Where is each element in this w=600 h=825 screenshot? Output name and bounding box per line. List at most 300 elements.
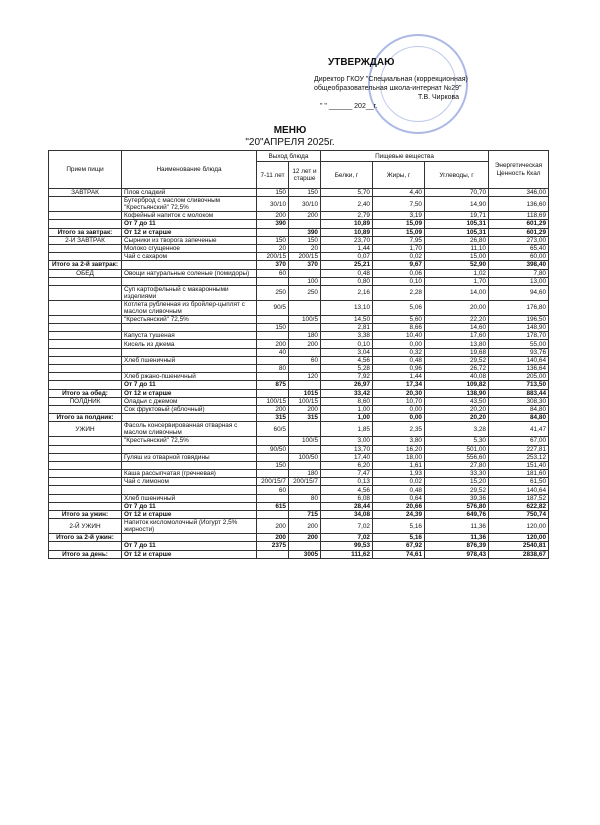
dish-cell: Фасоль консервированная отварная с маслом сливочным: [122, 422, 257, 437]
energy-cell: 178,70: [489, 332, 549, 340]
carbs-cell: 17,60: [425, 332, 489, 340]
protein-cell: 5,70: [321, 189, 373, 197]
meal-cell: [49, 277, 122, 285]
dish-cell: От 7 до 11: [122, 220, 257, 228]
protein-cell: 6,08: [321, 494, 373, 502]
fat-cell: 5,06: [373, 300, 425, 315]
fat-cell: 0,00: [373, 340, 425, 348]
yield-7-11-cell: [257, 550, 289, 558]
yield-12-cell: 120: [289, 373, 321, 381]
carbs-cell: 19,68: [425, 348, 489, 356]
dish-cell: [122, 486, 257, 494]
col-age-12: 12 лет и старше: [289, 162, 321, 189]
energy-cell: 273,00: [489, 236, 549, 244]
dish-cell: От 12 и старше: [122, 511, 257, 519]
dish-cell: Молоко сгущенное: [122, 244, 257, 252]
energy-cell: 148,90: [489, 324, 549, 332]
dish-cell: Гуляш из отварной говядины: [122, 453, 257, 461]
fat-cell: 15,09: [373, 228, 425, 236]
col-age-7-11: 7-11 лет: [257, 162, 289, 189]
table-row: [49, 332, 549, 340]
protein-cell: 0,07: [321, 253, 373, 261]
meal-cell: [49, 332, 122, 340]
table-row: [49, 461, 549, 469]
menu-table: [48, 150, 549, 559]
carbs-cell: 501,00: [425, 445, 489, 453]
fat-cell: 20,30: [373, 389, 425, 397]
yield-12-cell: [289, 422, 321, 437]
yield-12-cell: 30/10: [289, 197, 321, 212]
dish-cell: От 12 и старше: [122, 228, 257, 236]
total-row: [49, 220, 549, 228]
table-row: [49, 197, 549, 212]
protein-cell: 3,38: [321, 332, 373, 340]
carbs-cell: 576,80: [425, 502, 489, 510]
fat-cell: 16,20: [373, 445, 425, 453]
protein-cell: 2,16: [321, 285, 373, 300]
dish-cell: От 7 до 11: [122, 502, 257, 510]
table-row: [49, 478, 549, 486]
total-row: [49, 534, 549, 542]
carbs-cell: 52,90: [425, 261, 489, 269]
col-nutrients: Пищевые вещества: [321, 151, 489, 162]
protein-cell: 0,13: [321, 478, 373, 486]
meal-cell: [49, 461, 122, 469]
protein-cell: 7,02: [321, 519, 373, 534]
carbs-cell: 20,20: [425, 414, 489, 422]
total-row: [49, 542, 549, 550]
energy-cell: 713,50: [489, 381, 549, 389]
dish-cell: От 7 до 11: [122, 381, 257, 389]
yield-7-11-cell: 150: [257, 189, 289, 197]
protein-cell: 1,00: [321, 414, 373, 422]
meal-cell: [49, 212, 122, 220]
yield-7-11-cell: 390: [257, 220, 289, 228]
energy-cell: 60,00: [489, 253, 549, 261]
dish-cell: Суп картофельный с макаронными изделиями: [122, 285, 257, 300]
meal-cell: ПОЛДНИК: [49, 397, 122, 405]
carbs-cell: 105,31: [425, 228, 489, 236]
yield-12-cell: 390: [289, 228, 321, 236]
energy-cell: 750,74: [489, 511, 549, 519]
table-row: [49, 422, 549, 437]
yield-12-cell: 715: [289, 511, 321, 519]
carbs-cell: 13,80: [425, 340, 489, 348]
yield-12-cell: [289, 486, 321, 494]
yield-12-cell: [289, 381, 321, 389]
carbs-cell: 876,39: [425, 542, 489, 550]
energy-cell: 7,80: [489, 269, 549, 277]
yield-7-11-cell: 200: [257, 212, 289, 220]
dish-cell: От 12 и старше: [122, 389, 257, 397]
yield-7-11-cell: [257, 494, 289, 502]
meal-cell: [49, 244, 122, 252]
yield-12-cell: [289, 220, 321, 228]
protein-cell: 34,08: [321, 511, 373, 519]
energy-cell: 205,00: [489, 373, 549, 381]
protein-cell: 14,50: [321, 315, 373, 323]
carbs-cell: 39,36: [425, 494, 489, 502]
dish-cell: Плов сладкий: [122, 189, 257, 197]
fat-cell: 9,67: [373, 261, 425, 269]
protein-cell: 5,28: [321, 365, 373, 373]
meal-cell: [49, 300, 122, 315]
dish-cell: Хлеб ржано-пшеничный: [122, 373, 257, 381]
yield-7-11-cell: 40: [257, 348, 289, 356]
meal-cell: Итого за завтрак:: [49, 228, 122, 236]
page-date: "20"АПРЕЛЯ 2025г.: [245, 137, 335, 148]
energy-cell: 94,60: [489, 285, 549, 300]
fat-cell: 7,50: [373, 197, 425, 212]
yield-7-11-cell: 250: [257, 285, 289, 300]
meal-cell: Итого за обед:: [49, 389, 122, 397]
carbs-cell: 14,90: [425, 197, 489, 212]
fat-cell: 15,09: [373, 220, 425, 228]
col-yield: Выход блюда: [257, 151, 321, 162]
yield-7-11-cell: [257, 373, 289, 381]
fat-cell: 7,95: [373, 236, 425, 244]
yield-7-11-cell: 315: [257, 414, 289, 422]
table-row: [49, 437, 549, 445]
carbs-cell: 29,52: [425, 486, 489, 494]
fat-cell: 24,39: [373, 511, 425, 519]
carbs-cell: 15,20: [425, 478, 489, 486]
yield-12-cell: [289, 324, 321, 332]
total-row: [49, 502, 549, 510]
carbs-cell: 1,70: [425, 277, 489, 285]
meal-cell: Итого за 2-й ужин:: [49, 534, 122, 542]
fat-cell: 0,64: [373, 494, 425, 502]
table-row: [49, 189, 549, 197]
table-row: [49, 236, 549, 244]
fat-cell: 0,48: [373, 356, 425, 364]
yield-7-11-cell: 875: [257, 381, 289, 389]
yield-7-11-cell: [257, 437, 289, 445]
yield-12-cell: 80: [289, 494, 321, 502]
carbs-cell: 43,50: [425, 397, 489, 405]
table-row: [49, 269, 549, 277]
meal-cell: [49, 253, 122, 261]
protein-cell: 8,60: [321, 397, 373, 405]
fat-cell: 10,40: [373, 332, 425, 340]
protein-cell: 1,44: [321, 244, 373, 252]
table-row: [49, 356, 549, 364]
energy-cell: 622,82: [489, 502, 549, 510]
protein-cell: 99,53: [321, 542, 373, 550]
fat-cell: 0,06: [373, 269, 425, 277]
yield-12-cell: 250: [289, 285, 321, 300]
fat-cell: 67,92: [373, 542, 425, 550]
dish-cell: [122, 348, 257, 356]
energy-cell: 601,29: [489, 228, 549, 236]
col-protein: Белки, г: [321, 162, 373, 189]
carbs-cell: 70,70: [425, 189, 489, 197]
carbs-cell: 14,60: [425, 324, 489, 332]
carbs-cell: 5,30: [425, 437, 489, 445]
energy-cell: 883,44: [489, 389, 549, 397]
meal-cell: [49, 381, 122, 389]
yield-7-11-cell: 80: [257, 365, 289, 373]
energy-cell: 140,64: [489, 356, 549, 364]
fat-cell: 74,61: [373, 550, 425, 558]
col-meal: Прием пищи: [49, 151, 122, 189]
yield-7-11-cell: 150: [257, 324, 289, 332]
yield-12-cell: 20: [289, 244, 321, 252]
energy-cell: 2838,67: [489, 550, 549, 558]
yield-12-cell: 100/50: [289, 453, 321, 461]
yield-7-11-cell: [257, 453, 289, 461]
meal-cell: ОБЕД: [49, 269, 122, 277]
yield-7-11-cell: 200: [257, 534, 289, 542]
protein-cell: 111,62: [321, 550, 373, 558]
fat-cell: 5,16: [373, 534, 425, 542]
dish-cell: [122, 534, 257, 542]
fat-cell: 0,96: [373, 365, 425, 373]
yield-7-11-cell: 20: [257, 244, 289, 252]
yield-7-11-cell: 2375: [257, 542, 289, 550]
protein-cell: 7,47: [321, 470, 373, 478]
carbs-cell: 27,80: [425, 461, 489, 469]
menu-body: [49, 189, 549, 559]
energy-cell: 61,50: [489, 478, 549, 486]
yield-7-11-cell: 200/15: [257, 253, 289, 261]
dish-cell: Хлеб пшеничный: [122, 494, 257, 502]
carbs-cell: 40,08: [425, 373, 489, 381]
meal-cell: [49, 502, 122, 510]
meal-cell: [49, 356, 122, 364]
table-row: [49, 324, 549, 332]
table-row: [49, 405, 549, 413]
energy-cell: 140,64: [489, 486, 549, 494]
yield-7-11-cell: 90/50: [257, 445, 289, 453]
fat-cell: 2,35: [373, 422, 425, 437]
dish-cell: [122, 461, 257, 469]
meal-cell: [49, 348, 122, 356]
protein-cell: 25,21: [321, 261, 373, 269]
protein-cell: 10,89: [321, 220, 373, 228]
yield-7-11-cell: [257, 470, 289, 478]
meal-cell: 2-Й ЗАВТРАК: [49, 236, 122, 244]
fat-cell: 1,93: [373, 470, 425, 478]
meal-cell: ЗАВТРАК: [49, 189, 122, 197]
energy-cell: 136,60: [489, 197, 549, 212]
dish-cell: [122, 365, 257, 373]
meal-cell: УЖИН: [49, 422, 122, 437]
yield-12-cell: 3005: [289, 550, 321, 558]
school-line: общеобразовательная школа-интернат №29": [314, 85, 462, 92]
protein-cell: 17,40: [321, 453, 373, 461]
carbs-cell: 19,71: [425, 212, 489, 220]
dish-cell: Каша рассыпчатая (гречневая): [122, 470, 257, 478]
protein-cell: 0,48: [321, 269, 373, 277]
carbs-cell: 556,60: [425, 453, 489, 461]
meal-cell: Итого за ужин:: [49, 511, 122, 519]
total-row: [49, 228, 549, 236]
protein-cell: 6,20: [321, 461, 373, 469]
protein-cell: 1,85: [321, 422, 373, 437]
table-row: [49, 397, 549, 405]
approve-heading: УТВЕРЖДАЮ: [328, 57, 395, 68]
fat-cell: 3,80: [373, 437, 425, 445]
col-carbs: Углеводы, г: [425, 162, 489, 189]
protein-cell: 26,97: [321, 381, 373, 389]
energy-cell: 120,00: [489, 534, 549, 542]
fat-cell: 0,48: [373, 486, 425, 494]
protein-cell: 0,10: [321, 340, 373, 348]
carbs-cell: 26,80: [425, 236, 489, 244]
dish-cell: [122, 261, 257, 269]
fat-cell: 0,00: [373, 405, 425, 413]
fat-cell: 5,60: [373, 315, 425, 323]
meal-cell: [49, 324, 122, 332]
dish-cell: От 7 до 11: [122, 542, 257, 550]
yield-7-11-cell: 90/5: [257, 300, 289, 315]
energy-cell: 2540,81: [489, 542, 549, 550]
total-row: [49, 381, 549, 389]
meal-cell: [49, 220, 122, 228]
energy-cell: 118,69: [489, 212, 549, 220]
total-row: [49, 550, 549, 558]
table-row: [49, 340, 549, 348]
dish-cell: Кисель из джема: [122, 340, 257, 348]
approval-date: " " ______ 202__г.: [320, 103, 378, 110]
yield-12-cell: 60: [289, 356, 321, 364]
table-row: [49, 300, 549, 315]
yield-12-cell: 100/5: [289, 315, 321, 323]
carbs-cell: 20,00: [425, 300, 489, 315]
fat-cell: 1,44: [373, 373, 425, 381]
meal-cell: Итого за 2-й завтрак:: [49, 261, 122, 269]
table-row: [49, 453, 549, 461]
protein-cell: 33,42: [321, 389, 373, 397]
carbs-cell: 20,20: [425, 405, 489, 413]
yield-12-cell: [289, 269, 321, 277]
energy-cell: 196,50: [489, 315, 549, 323]
dish-cell: Сок фруктовый (яблочный): [122, 405, 257, 413]
table-row: [49, 445, 549, 453]
energy-cell: 151,40: [489, 461, 549, 469]
yield-12-cell: 200: [289, 405, 321, 413]
yield-7-11-cell: 60: [257, 486, 289, 494]
yield-12-cell: [289, 461, 321, 469]
carbs-cell: 15,00: [425, 253, 489, 261]
yield-12-cell: 180: [289, 470, 321, 478]
yield-12-cell: [289, 365, 321, 373]
yield-12-cell: 150: [289, 236, 321, 244]
total-row: [49, 261, 549, 269]
col-dish: Наименование блюда: [122, 151, 257, 189]
yield-12-cell: 200: [289, 519, 321, 534]
energy-cell: 176,80: [489, 300, 549, 315]
director-signature: Т.В. Чиркова: [418, 94, 460, 101]
meal-cell: 2-Й УЖИН: [49, 519, 122, 534]
protein-cell: 2,81: [321, 324, 373, 332]
table-row: [49, 519, 549, 534]
protein-cell: 10,89: [321, 228, 373, 236]
table-row: [49, 348, 549, 356]
carbs-cell: 138,90: [425, 389, 489, 397]
carbs-cell: 105,31: [425, 220, 489, 228]
fat-cell: 0,02: [373, 478, 425, 486]
page-title: МЕНЮ: [273, 125, 307, 136]
meal-cell: [49, 470, 122, 478]
dish-cell: [122, 414, 257, 422]
yield-12-cell: [289, 300, 321, 315]
yield-12-cell: [289, 542, 321, 550]
meal-cell: [49, 197, 122, 212]
dish-cell: Оладьи с джемом: [122, 397, 257, 405]
protein-cell: 3,04: [321, 348, 373, 356]
meal-cell: [49, 445, 122, 453]
carbs-cell: 33,30: [425, 470, 489, 478]
yield-7-11-cell: [257, 332, 289, 340]
protein-cell: 13,10: [321, 300, 373, 315]
energy-cell: 187,52: [489, 494, 549, 502]
protein-cell: 28,44: [321, 502, 373, 510]
meal-cell: [49, 405, 122, 413]
table-row: [49, 244, 549, 252]
carbs-cell: 1,02: [425, 269, 489, 277]
dish-cell: [122, 445, 257, 453]
meal-cell: [49, 453, 122, 461]
fat-cell: 3,19: [373, 212, 425, 220]
energy-cell: 136,64: [489, 365, 549, 373]
table-row: [49, 494, 549, 502]
meal-cell: [49, 285, 122, 300]
carbs-cell: 26,72: [425, 365, 489, 373]
energy-cell: 93,76: [489, 348, 549, 356]
yield-12-cell: 370: [289, 261, 321, 269]
meal-cell: [49, 542, 122, 550]
energy-cell: 13,00: [489, 277, 549, 285]
table-row: [49, 285, 549, 300]
yield-12-cell: [289, 348, 321, 356]
dish-cell: Сырники из творога запеченые: [122, 236, 257, 244]
total-row: [49, 511, 549, 519]
yield-7-11-cell: 200: [257, 340, 289, 348]
energy-cell: 181,60: [489, 470, 549, 478]
yield-7-11-cell: [257, 511, 289, 519]
dish-cell: От 12 и старше: [122, 550, 257, 558]
yield-12-cell: 100/15: [289, 397, 321, 405]
energy-cell: 84,80: [489, 414, 549, 422]
table-row: [49, 373, 549, 381]
fat-cell: 0,02: [373, 253, 425, 261]
approval-block: [290, 58, 520, 111]
total-row: [49, 414, 549, 422]
energy-cell: 398,40: [489, 261, 549, 269]
yield-7-11-cell: 60/5: [257, 422, 289, 437]
carbs-cell: 109,82: [425, 381, 489, 389]
yield-12-cell: [289, 502, 321, 510]
yield-7-11-cell: 200/15/7: [257, 478, 289, 486]
carbs-cell: 649,76: [425, 511, 489, 519]
dish-cell: Напиток кисломолочный (Йогурт 2,5% жирности): [122, 519, 257, 534]
yield-12-cell: 200: [289, 340, 321, 348]
meal-cell: [49, 494, 122, 502]
carbs-cell: 29,52: [425, 356, 489, 364]
energy-cell: 67,00: [489, 437, 549, 445]
yield-7-11-cell: [257, 315, 289, 323]
table-row: [49, 470, 549, 478]
table-row: [49, 486, 549, 494]
fat-cell: 4,40: [373, 189, 425, 197]
energy-cell: 346,00: [489, 189, 549, 197]
energy-cell: 308,30: [489, 397, 549, 405]
yield-7-11-cell: 150: [257, 236, 289, 244]
dish-cell: Чай с сахаром: [122, 253, 257, 261]
energy-cell: 601,29: [489, 220, 549, 228]
